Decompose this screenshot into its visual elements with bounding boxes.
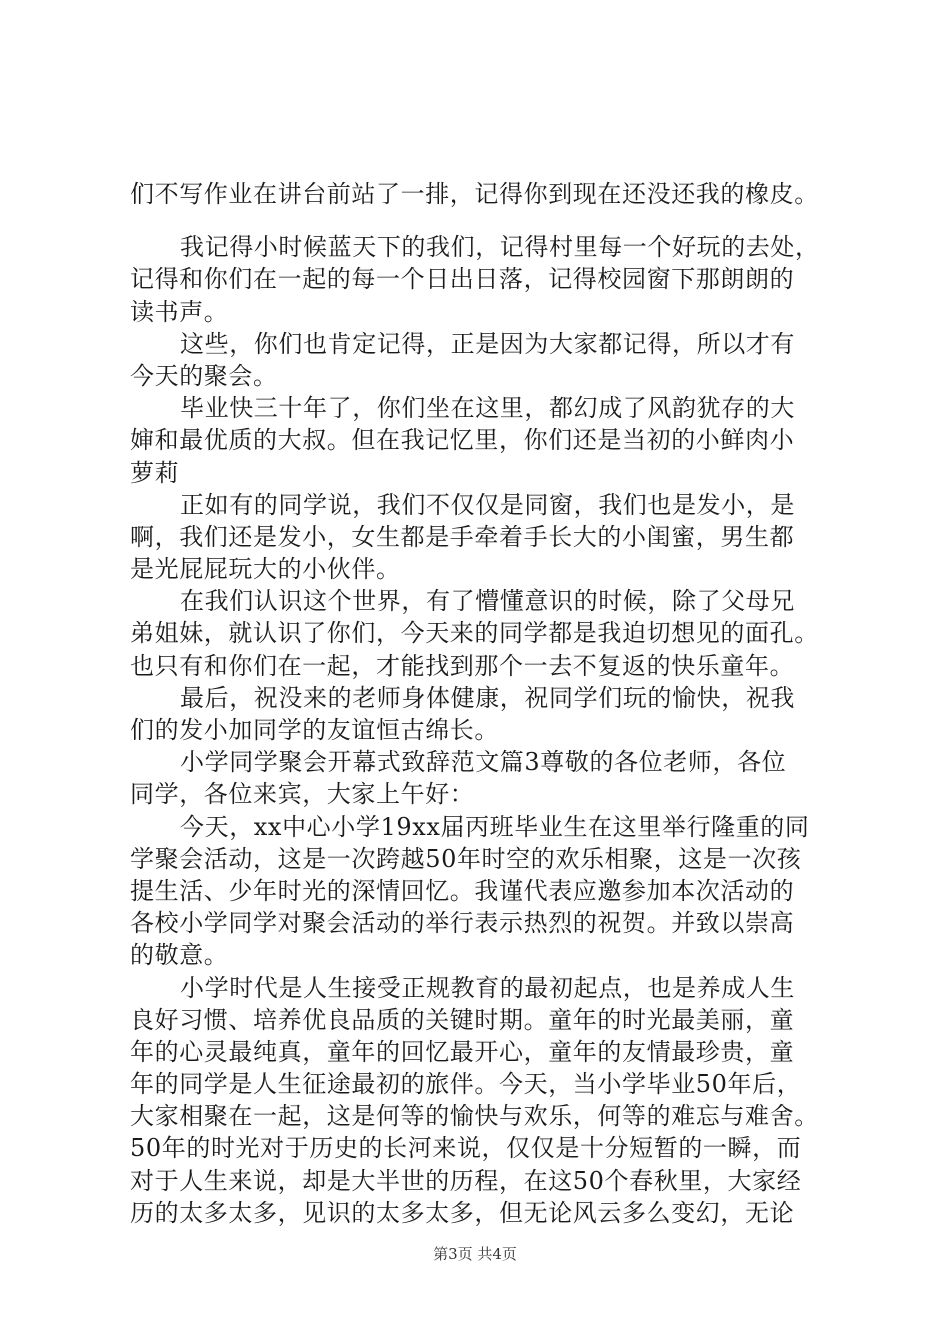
text-line: 大家相聚在一起，这是何等的愉快与欢乐，何等的难忘与难舍。 [130,1102,819,1131]
text-line: 也只有和你们在一起，才能找到那个一去不复返的快乐童年。 [130,651,795,680]
text-line: 们不写作业在讲台前站了一排，记得你到现在还没还我的橡皮。 [130,180,819,208]
text-line: 今天，xx中心小学19xx届丙班毕业生在这里举行隆重的同 [180,812,810,841]
text-line: 小学同学聚会开幕式致辞范文篇3尊敬的各位老师，各位 [180,748,787,777]
text-line: 这些，你们也肯定记得，正是因为大家都记得，所以才有 [180,329,795,358]
text-line: 们的发小加同学的友谊恒古绵长。 [130,716,499,744]
text-line: 在我们认识这个世界，有了懵懂意识的时候，除了父母兄 [180,587,795,616]
text-line: 年的心灵最纯真，童年的回忆最开心，童年的友情最珍贵，童 [130,1037,795,1066]
text-line: 今天的聚会。 [130,361,278,390]
body-text [130,178,830,1229]
text-line: 50年的时光对于历史的长河来说，仅仅是十分短暂的一瞬，而 [130,1134,802,1163]
text-line: 读书声。 [130,297,229,326]
text-line: 正如有的同学说，我们不仅仅是同窗，我们也是发小，是 [180,490,795,519]
text-line: 小学时代是人生接受正规教育的最初起点，也是养成人生 [180,973,795,1002]
text-line: 我记得小时候蓝天下的我们，记得村里每一个好玩的去处， [180,233,820,262]
text-line: 毕业快三十年了，你们坐在这里，都幻成了风韵犹存的大 [180,394,795,423]
text-line: 良好习惯、培养优良品质的关键时期。童年的时光最美丽，童 [130,1005,795,1034]
text-line: 记得和你们在一起的每一个日出日落，记得校园窗下那朗朗的 [130,265,795,294]
text-line: 对于人生来说，却是大半世的历程，在这50个春秋里，大家经 [130,1166,802,1195]
text-line: 历的太多太多，见识的太多太多，但无论风云多么变幻，无论 [130,1198,795,1227]
text-line: 最后，祝没来的老师身体健康，祝同学们玩的愉快，祝我 [180,683,795,712]
text-line: 同学，各位来宾，大家上午好： [130,780,475,809]
page-footer: 第3页 共4页 [433,1245,517,1263]
text-line: 婶和最优质的大叔。但在我记忆里，你们还是当初的小鲜肉小 [130,426,795,455]
text-line: 提生活、少年时光的深情回忆。我谨代表应邀参加本次活动的 [130,876,795,905]
text-line: 学聚会活动，这是一次跨越50年时空的欢乐相聚，这是一次孩 [130,844,802,873]
text-line: 的敬意。 [130,941,229,970]
text-line: 是光屁屁玩大的小伙伴。 [130,555,401,584]
text-line: 啊，我们还是发小，女生都是手牵着手长大的小闺蜜，男生都 [130,522,795,551]
text-line: 年的同学是人生征途最初的旅伴。今天，当小学毕业50年后， [130,1070,802,1099]
text-line: 弟姐妹，就认识了你们，今天来的同学都是我迫切想见的面孔。 [130,619,819,648]
text-line: 萝莉 [130,458,180,487]
text-line: 各校小学同学对聚会活动的举行表示热烈的祝贺。并致以崇高 [130,909,795,938]
